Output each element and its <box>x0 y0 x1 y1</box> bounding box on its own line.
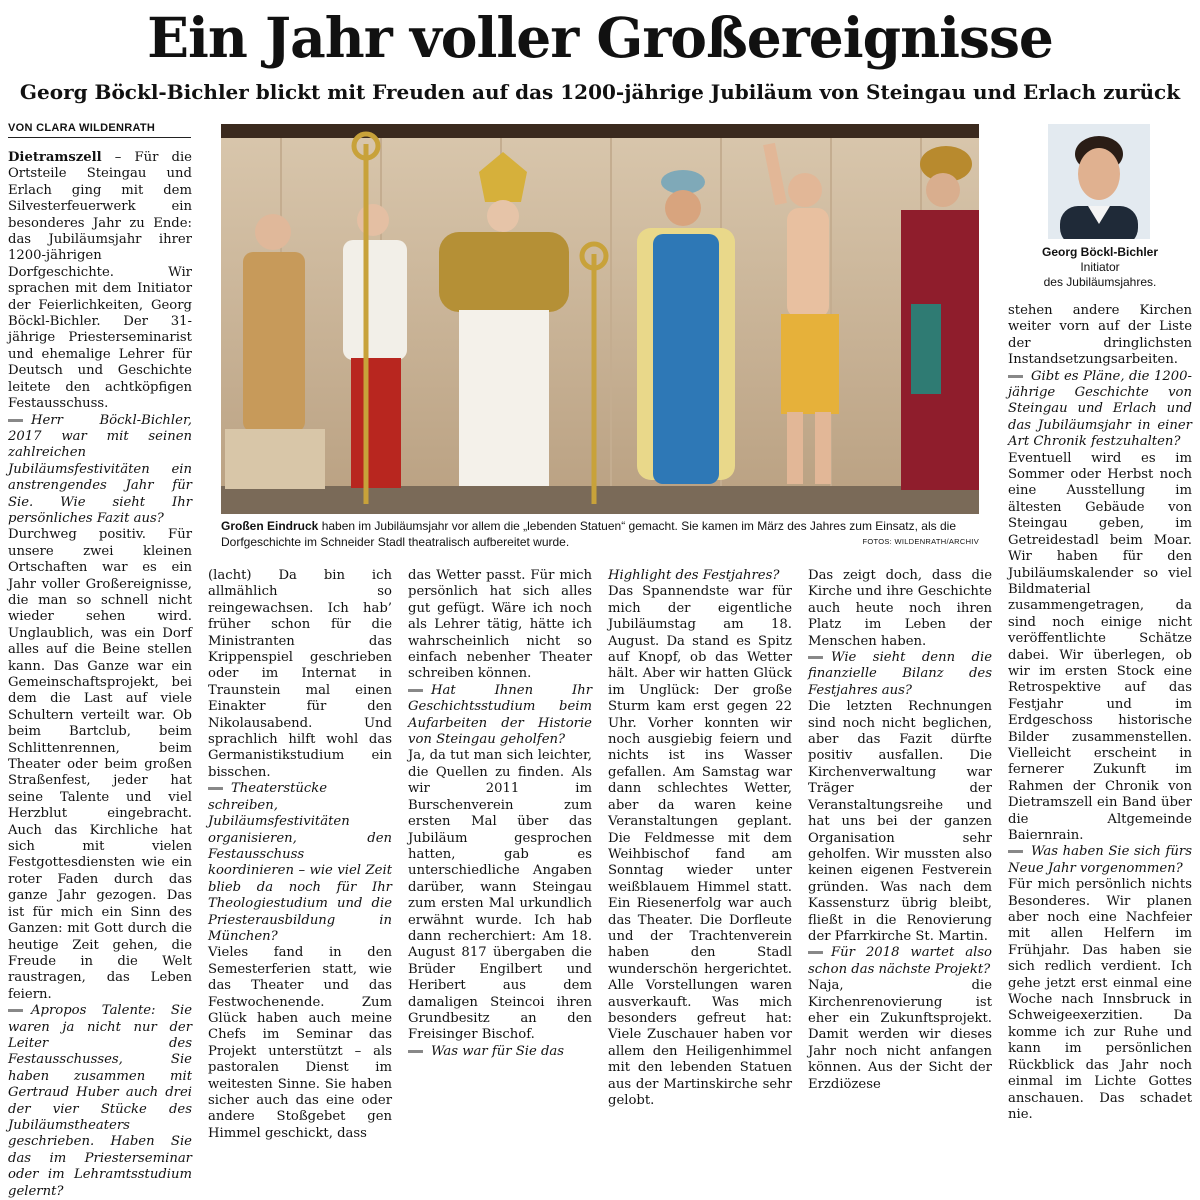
question-marker-icon <box>408 1050 423 1053</box>
question-marker-icon <box>808 656 823 659</box>
question-5: Was war für Sie das <box>408 1044 592 1060</box>
question-5-cont: Highlight des Festjahres? <box>608 568 780 583</box>
question-marker-icon <box>408 689 423 692</box>
portrait-name: Georg Böckl-Bichler <box>1041 245 1159 259</box>
question-9: Was haben Sie sich fürs Neue Jahr vorgenommen? <box>1008 844 1192 876</box>
question-marker-icon <box>208 787 223 790</box>
question-marker-icon <box>8 1009 23 1012</box>
text-column-3 <box>408 568 592 1060</box>
question-1: Herr Böckl-Bichler, 2017 war mit seinen zahlreichen Jubiläumsfestivitäten ein anstrengendes Jahr für Sie. Wie sieht Ihr persönliches Fazit aus? <box>8 412 192 526</box>
question-2: Apropos Talente: Sie waren ja nicht nur der Leiter des Festausschusses, Sie haben zusammen mit Gertraud Huber auch drei der vier Stücke des Jubiläumstheaters geschrieben. Haben Sie das im Priesterseminar oder im Lehramtsstudium gelernt? <box>8 1003 192 1199</box>
text-column-4 <box>608 568 792 1109</box>
question-6: Wie sieht denn die finanzielle Bilanz des Festjahres aus? <box>808 650 992 698</box>
portrait-image <box>1048 124 1150 239</box>
answer-7-cont: stehen andere Kirchen weiter vorn auf der Liste der dringlichsten Instandsetzungsarbeiten. <box>1008 303 1192 368</box>
answer-3: Vieles fand in den Semesterferien statt, wie das Theater und das Festwochenende. Zum Glück haben auch meine Chefs im Seminar das Projekt unterstützt – als pastoralen Dienst im weitesten Sinne. Sie haben sicher auch das eine oder andere Stoßgebet gen Himmel geschickt, dass <box>208 945 392 1141</box>
answer-5-cont: Das zeigt doch, dass die Kirche und ihre Geschichte auch heute noch ihren Platz im Leben der Menschen haben. <box>808 568 992 649</box>
text-column-1 <box>8 150 192 1200</box>
answer-6: Die letzten Rechnungen sind noch nicht beglichen, aber das Fazit dürfte positiv ausfallen. Die Kirchenverwaltung war Träger der Veranstaltungsreihe und hat uns bei der ganzen Organisation sehr geholfen. Wir mussten also keinen eigenen Festverein gründen. Was nach dem Kassensturz übrig bleibt, fließt in die Renovierung der Pfarrkirche St. Martin. <box>808 699 992 944</box>
living-statues-photo <box>221 124 979 514</box>
answer-1: Durchweg positiv. Für unsere zwei kleinen Ortschaften war es ein Jahr voller Großereignisse, die man so schnell nicht wieder sehen wird. Unglaublich, was ein Dorf alles auf die Beine stellen kann. Das Ganze war ein Gemeinschaftsprojekt, bei dem die Last auf viele Schultern verteilt war. Ob beim Bartclub, beim Schlittenrennen, beim Theater oder beim großen Straßenfest, jeder hat seine Talente und viel Herzblut eingebracht. Auch das Kirchliche hat sich mit vielen Festgottesdiensten wie ein roter Faden durch das ganze Jahr gezogen. Das ist für mich ein Sinn des Ganzen: mit Gott durch die heutige Zeit gehen, die Freude in die Welt raustragen, das Leben feiern. <box>8 527 192 1002</box>
question-7: Für 2018 wartet also schon das nächste Projekt? <box>808 945 992 977</box>
photo-credit: FOTOS: WILDENRATH/ARCHIV <box>862 537 979 546</box>
text-column-5 <box>808 568 992 1093</box>
article-headline: Ein Jahr voller Großereignisse <box>147 5 1053 70</box>
byline: VON CLARA WILDENRATH <box>8 122 191 138</box>
portrait-photo <box>1048 124 1150 239</box>
question-marker-icon <box>1008 375 1023 378</box>
article-subhead: Georg Böckl-Bichler blickt mit Freuden auf das 1200-jährige Jubiläum von Steingau und Erlach zurück <box>19 80 1181 104</box>
question-4: Hat Ihnen Ihr Geschichtsstudium beim Aufarbeiten der Historie von Steingau geholfen? <box>408 682 592 748</box>
question-marker-icon <box>808 951 823 954</box>
answer-2: (lacht) Da bin ich allmählich so reingewachsen. Ich hab’ früher schon für die Ministranten das Krippenspiel geschrieben oder im Internat in Traunstein mal einen Einakter für den Nikolausabend. Und sprachlich hilft wohl das Germanistikstudium ein bisschen. <box>208 568 392 780</box>
intro-paragraph: Dietramszell – Für die Ortsteile Steingau und Erlach ging mit dem Silvesterfeuerwerk ein besonderes Jahr zu Ende: das Jubiläumsjahr ihrer 1200-jährigen Dorfgeschichte. Wir sprachen mit dem Initiator der Feierlichkeiten, Georg Böckl-Bichler. Der 31-jährige Priesterseminarist und ehemalige Lehrer für Deutsch und Geschichte leitete den achtköpfigen Festausschuss. <box>8 150 192 412</box>
question-3: Theaterstücke schreiben, Jubiläumsfestivitäten organisieren, den Festausschuss koordinieren – wie viel Zeit blieb da noch für Ihr Theologiestudium und die Priesterausbildung in München? <box>208 781 392 944</box>
portrait-role-2: des Jubiläumsjahres. <box>1043 275 1157 289</box>
article-photo <box>221 124 979 514</box>
question-8: Gibt es Pläne, die 1200-jährige Geschichte von Steingau und Erlach und das Jubiläumsjahr in einer Art Chronik festzuhalten? <box>1008 368 1192 450</box>
portrait-caption <box>1010 245 1190 290</box>
photo-caption: Großen Eindruck haben im Jubiläumsjahr vor allem die „lebenden Statuen“ gemacht. Sie kamen im März des Jahres zum Einsatz, als die Dorfgeschichte im Schneider Stadl theatralisch aufbereitet wurde. FOTOS: WILDENRATH/ARCHIV <box>221 519 979 549</box>
text-column-6 <box>1008 303 1192 1123</box>
portrait-role: Initiator <box>1080 260 1120 274</box>
answer-8: Eventuell wird es im Sommer oder Herbst noch eine Ausstellung im ältesten Gebäude von Steingau geben, im Getreidestadl beim Moar. Wir haben für den Jubiläumskalender so viel Bildmaterial zusammengetragen, da sind noch einige nicht veröffentlichte Schätze dabei. Wir überlegen, ob wir im ersten Stock eine Retrospektive auf das Festjahr und im Erdgeschoss historische Bilder zusammenstellen. Vielleicht erscheint in fernerer Zukunft im Rahmen der Chronik von Dietramszell ein Band über die Altgemeinde Baiernrain. <box>1008 450 1192 843</box>
question-marker-icon <box>1008 850 1023 853</box>
answer-4: Ja, da tut man sich leichter, die Quellen zu finden. Als wir 2011 im Burschenverein zum ersten Mal über das Jubiläum gesprochen hatten, gab es unterschiedliche Angaben darüber, wann Steingau zum ersten Mal urkundlich erwähnt wurde. Ich hab dann recherchiert: Am 18. August 817 übergaben die Brüder Engilbert und Heribert aus dem damaligen Steincoi ihren Grundbesitz an den Freisinger Bischof. <box>408 748 592 1043</box>
answer-3-cont: das Wetter passt. Für mich persönlich hat sich alles gut gefügt. Wäre ich noch als Lehrer tätig, hätte ich wahrscheinlich nicht so einfach nebenher Theater schreiben können. <box>408 568 592 682</box>
answer-9: Für mich persönlich nichts Besonderes. Wir planen aber noch eine Nachfeier mit allen Helfern im Frühjahr. Das haben sie sich redlich verdient. Ich gehe jetzt erst einmal eine Woche nach Innsbruck in Schweigeexerzitien. Da komme ich zur Ruhe und kann im persönlichen Rückblick das Jahr noch einmal im Lichte Gottes anschauen. Das schadet nie. <box>1008 877 1192 1122</box>
question-marker-icon <box>8 419 23 422</box>
answer-5: Das Spannendste war für mich der eigentliche Jubiläumstag am 18. August. Da stand es Spitz auf Knopf, ob das Wetter hält. Aber wir hatten Glück im Unglück: Der große Sturm kam erst gegen 22 Uhr. Vorher konnten wir noch ausgiebig feiern und nichts ist ins Wasser gefallen. Am Samstag war dann schlechtes Wetter, aber da waren keine Veranstaltungen geplant. Die Feldmesse mit dem Weihbischof fand am Sonntag wieder unter weißblauem Himmel statt. Ein Riesenerfolg war auch das Theater. Die Dorfleute und der Trachtenverein haben den Stadl wunderschön hergerichtet. Alle Vorstellungen waren ausverkauft. Was mich besonders gefreut hat: Viele Zuschauer haben vor allem den Heiligenhimmel mit den lebenden Statuen aus der Martinskirche sehr gelobt. <box>608 584 792 1108</box>
answer-7: Naja, die Kirchenrenovierung ist eher ein Zukunftsprojekt. Damit werden wir dieses Jahr noch nicht anfangen können. Aus der Sicht der Erzdiözese <box>808 978 992 1092</box>
dateline: Dietramszell <box>8 150 102 165</box>
text-column-2 <box>208 568 392 1142</box>
